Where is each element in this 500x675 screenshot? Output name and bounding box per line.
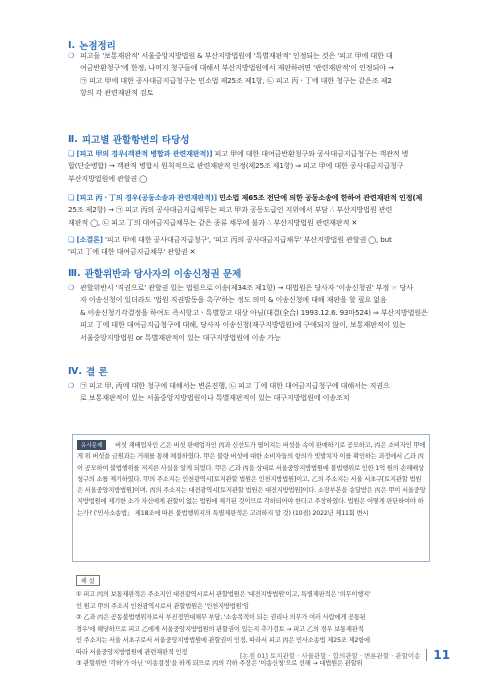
text-line: 피고 丁에 대한 대여금지급청구에 대해, 당사자 이송신청(재구지방법원)에 구애되지 않이, 보통재판적이 있는	[80, 320, 406, 330]
subsection-conclusion	[68, 234, 433, 259]
section-2-heading	[68, 132, 189, 146]
text-line: 피고들 '보통재판적' 서울중앙지방법원 & 부산지방법원에 '특별재판적' 인정되는 것은 '피고 甲에 대한 대	[80, 51, 393, 60]
explanation-line: 인 원고 甲의 주소지 인천광역시로서 관할법원은 '인천지방법원'임	[76, 602, 249, 610]
section-title: 관할위반과 당사자의 이송신청권 문제	[84, 269, 242, 280]
text-line: ㉠ 피고 甲, 丙에 대한 청구에 대해서는 변론진행, ㉡ 피고 丁에 대한 대여금지급청구에 대해서는 직권으	[80, 381, 390, 390]
subsection-label: ❏ [피고 甲의 경우(객관적 병합과 관련재판적)]	[68, 149, 213, 158]
subsection-label: ❏ [피고 丙ㆍ丁의 경우(공동소송과 관련재판적)]	[68, 193, 217, 202]
section-title: 결 론	[86, 367, 108, 378]
section-4-paragraph	[68, 380, 433, 405]
explanation-line: ③ 관할위반 '각하'가 아닌 '이송결정'을 하게 되므로 丙의 각하 주장은 '이송신청'으로 선해 → 대법원은 관할위	[76, 660, 363, 667]
text-line: 항의 각 관련재판적 검토	[80, 88, 154, 98]
section-number: Ⅱ.	[68, 133, 78, 145]
section-4-heading	[68, 364, 108, 378]
explanation-tag: 해 설	[76, 575, 100, 586]
text-line: 민소법 제65조 전단에 의한 공동소송에 한하여 관련재판적 인정(제	[219, 193, 423, 202]
text-line: 부산지방법원에 관할권 ◯	[68, 173, 148, 183]
text-line: 피고 甲에 대한 대여금반환청구와 공사대금지급청구는 객관적 병	[214, 149, 409, 158]
bullet-icon: ❍	[68, 284, 75, 292]
text-line: ㉠ 피고 甲에 대한 공사대금지급청구는 민소법 제25조 제1항, ㉡ 피고 丙ㆍ丁에 대한 청구는 같은조 제2	[80, 75, 392, 85]
subsection-label: ❏ [소결론]	[68, 235, 103, 244]
explanation-line: 따라 서울중앙지방법원에 관련재판적 인정	[76, 648, 188, 656]
bullet-icon: ❍	[68, 382, 75, 390]
text-line: 25조 제2항) → ㉠ 피고 丙의 공사대금지급채무는 피고 甲과 공동도급인 지위에서 부담 ∴ 부산지방법원 관련	[68, 205, 393, 215]
section-number: Ⅲ.	[68, 267, 81, 279]
text-line: 자 이송신청이 있더라도 '법원 직권발동을 촉구'하는 정도 의미 & 이송신청에 대해 재판을 할 필요 없음	[80, 295, 387, 305]
bullet-icon: ❍	[68, 52, 75, 60]
page-footer	[240, 648, 450, 662]
explanation-line: ① 피고 丙의 보통재판적은 주소지인 대전광역시로서 관할법원은 '대전지방법원'이고, 특별재판적은 '의무이행지'	[76, 591, 371, 598]
section-title: 논점정리	[79, 41, 116, 52]
footer-divider	[426, 649, 427, 661]
text-line: 관할위반시 '직권으로' 관할권 있는 법원으로 이송(제34조 제1항) → 대법원은 당사자 '이송신청권' 부정 ☞ 당사	[80, 283, 413, 292]
page-number: 11	[433, 648, 451, 662]
text-line: & 이송신청기각결정을 하여도 즉시항고ㆍ특별항고 대상 아님(대결(全合) 1993.12.6. 93마524) ⇒ 부산지방법원은	[80, 307, 428, 317]
similar-problem-tag: 유사문제	[77, 440, 106, 450]
text-line: 재판적 ◯, ㉡ 피고 丁의 대여금지급채무는 같은 종류 채무에 불과 ∴ 부산지방법원 관련재판적 ✕	[68, 217, 358, 227]
section-title: 피고별 관할항변의 타당성	[81, 135, 190, 146]
section-1-paragraph	[68, 50, 433, 100]
subsection-plaintiff-a	[68, 148, 433, 185]
footer-chapter-text: [논점 01] 토지관할 · 사물관할 · 합의관할 · 변론관할 · 관할이송	[240, 651, 421, 660]
section-number: Ⅳ.	[68, 365, 83, 377]
section-3-heading	[68, 266, 241, 280]
text-line: '피고 丁에 대한 대여금지급채무' 관할권 ✕	[68, 247, 196, 257]
problem-text: 버섯 재배업자인 乙은 버섯 판매업자인 丙과 신선도가 떨어지는 버섯을 속여 판매하기로 공모하고, 丙은 소비자인 甲에게 위 버섯을 금원과는 거래를 통해 체결하였다. 甲은 불량 버섯에 대한 소비자들의 항의가 빗발치자 이를 확인하는 과정에서 乙과 丙이 공모하여 불법행위를 저지른 사실을 알게 되었다. 甲은 乙과 丙을 상대로 서울중앙지방법원에 불법행위로 인한 1억 원의 손해배상청구의 소를 제기하였다. 甲의 주소지는 인천광역시[토지관할 법원은 인천지방법원]이고, 乙의 주소지는 서울 서초구[토지관할 법원은 서울중앙지방법원]이며, 丙의 주소지는 대전광역시[토지관할 법원은 대전지방법원]이다. 소장부본을 송달받은 丙은 甲이 서울중앙지방법원에 제기한 소가 자신에게 관할이 없는 법원에 제기된 것이므로 각하되어야 한다고 주장하였다. 법원은 어떻게 판단하여야 하는가? ('민사소송법」 제18조에 따른 불법행위지의 특별재판적은 고려하지 말 것) (10점) 2022년 제11회 변시	[77, 442, 426, 517]
explanation-line: ② 乙과 丙은 공동불법행위자로서 부진정연대채무 부담, '소송목적이 되는 권리나 의무가 여러 사람에게 공통된	[76, 614, 366, 621]
text-line: '피고 甲에 대한 공사대금지급청구', '피고 丙의 공사대금지급채무' 부산지방법원 관할권 ◯, but	[104, 235, 392, 244]
text-line: 합(단순병합) → 객관적 병합시 원칙적으로 관련재판적 인정(제25조 제1항) ⇒ 피고 甲에 대한 공사대금지급청구	[68, 161, 404, 171]
section-number: Ⅰ.	[68, 39, 76, 51]
subsection-plaintiff-b	[68, 192, 433, 229]
text-line: 여금반환청구'에 한정, 나머지 청구들에 대해서 부산지방법원에서 재판하려면 '관련재판적'이 인정되야 →	[80, 63, 394, 73]
explanation-line: 인 주소지는 서울 서초구로서 서울중앙지방법원에 관할권이 인정, 따라서 피고 丙은 민사소송법 제25조 제2항에	[76, 637, 370, 644]
section-3-paragraph	[68, 282, 433, 344]
text-line: 로 보통재판적이 있는 서울중앙지방법원이나 특별재판적이 있는 대구지방법원에 이송조치	[80, 393, 350, 403]
similar-problem-box	[72, 434, 430, 562]
explanation-line: 경우'에 해당하므로 피고 乙에게 서울중앙지방법원의 관할권이 있는지 추가검토 → 피고 乙의 경우 보통재판적	[76, 625, 364, 633]
text-line: 서울중앙지방법원 or 특별재판적이 있는 대구지방법원에 이송 가능	[80, 332, 281, 342]
